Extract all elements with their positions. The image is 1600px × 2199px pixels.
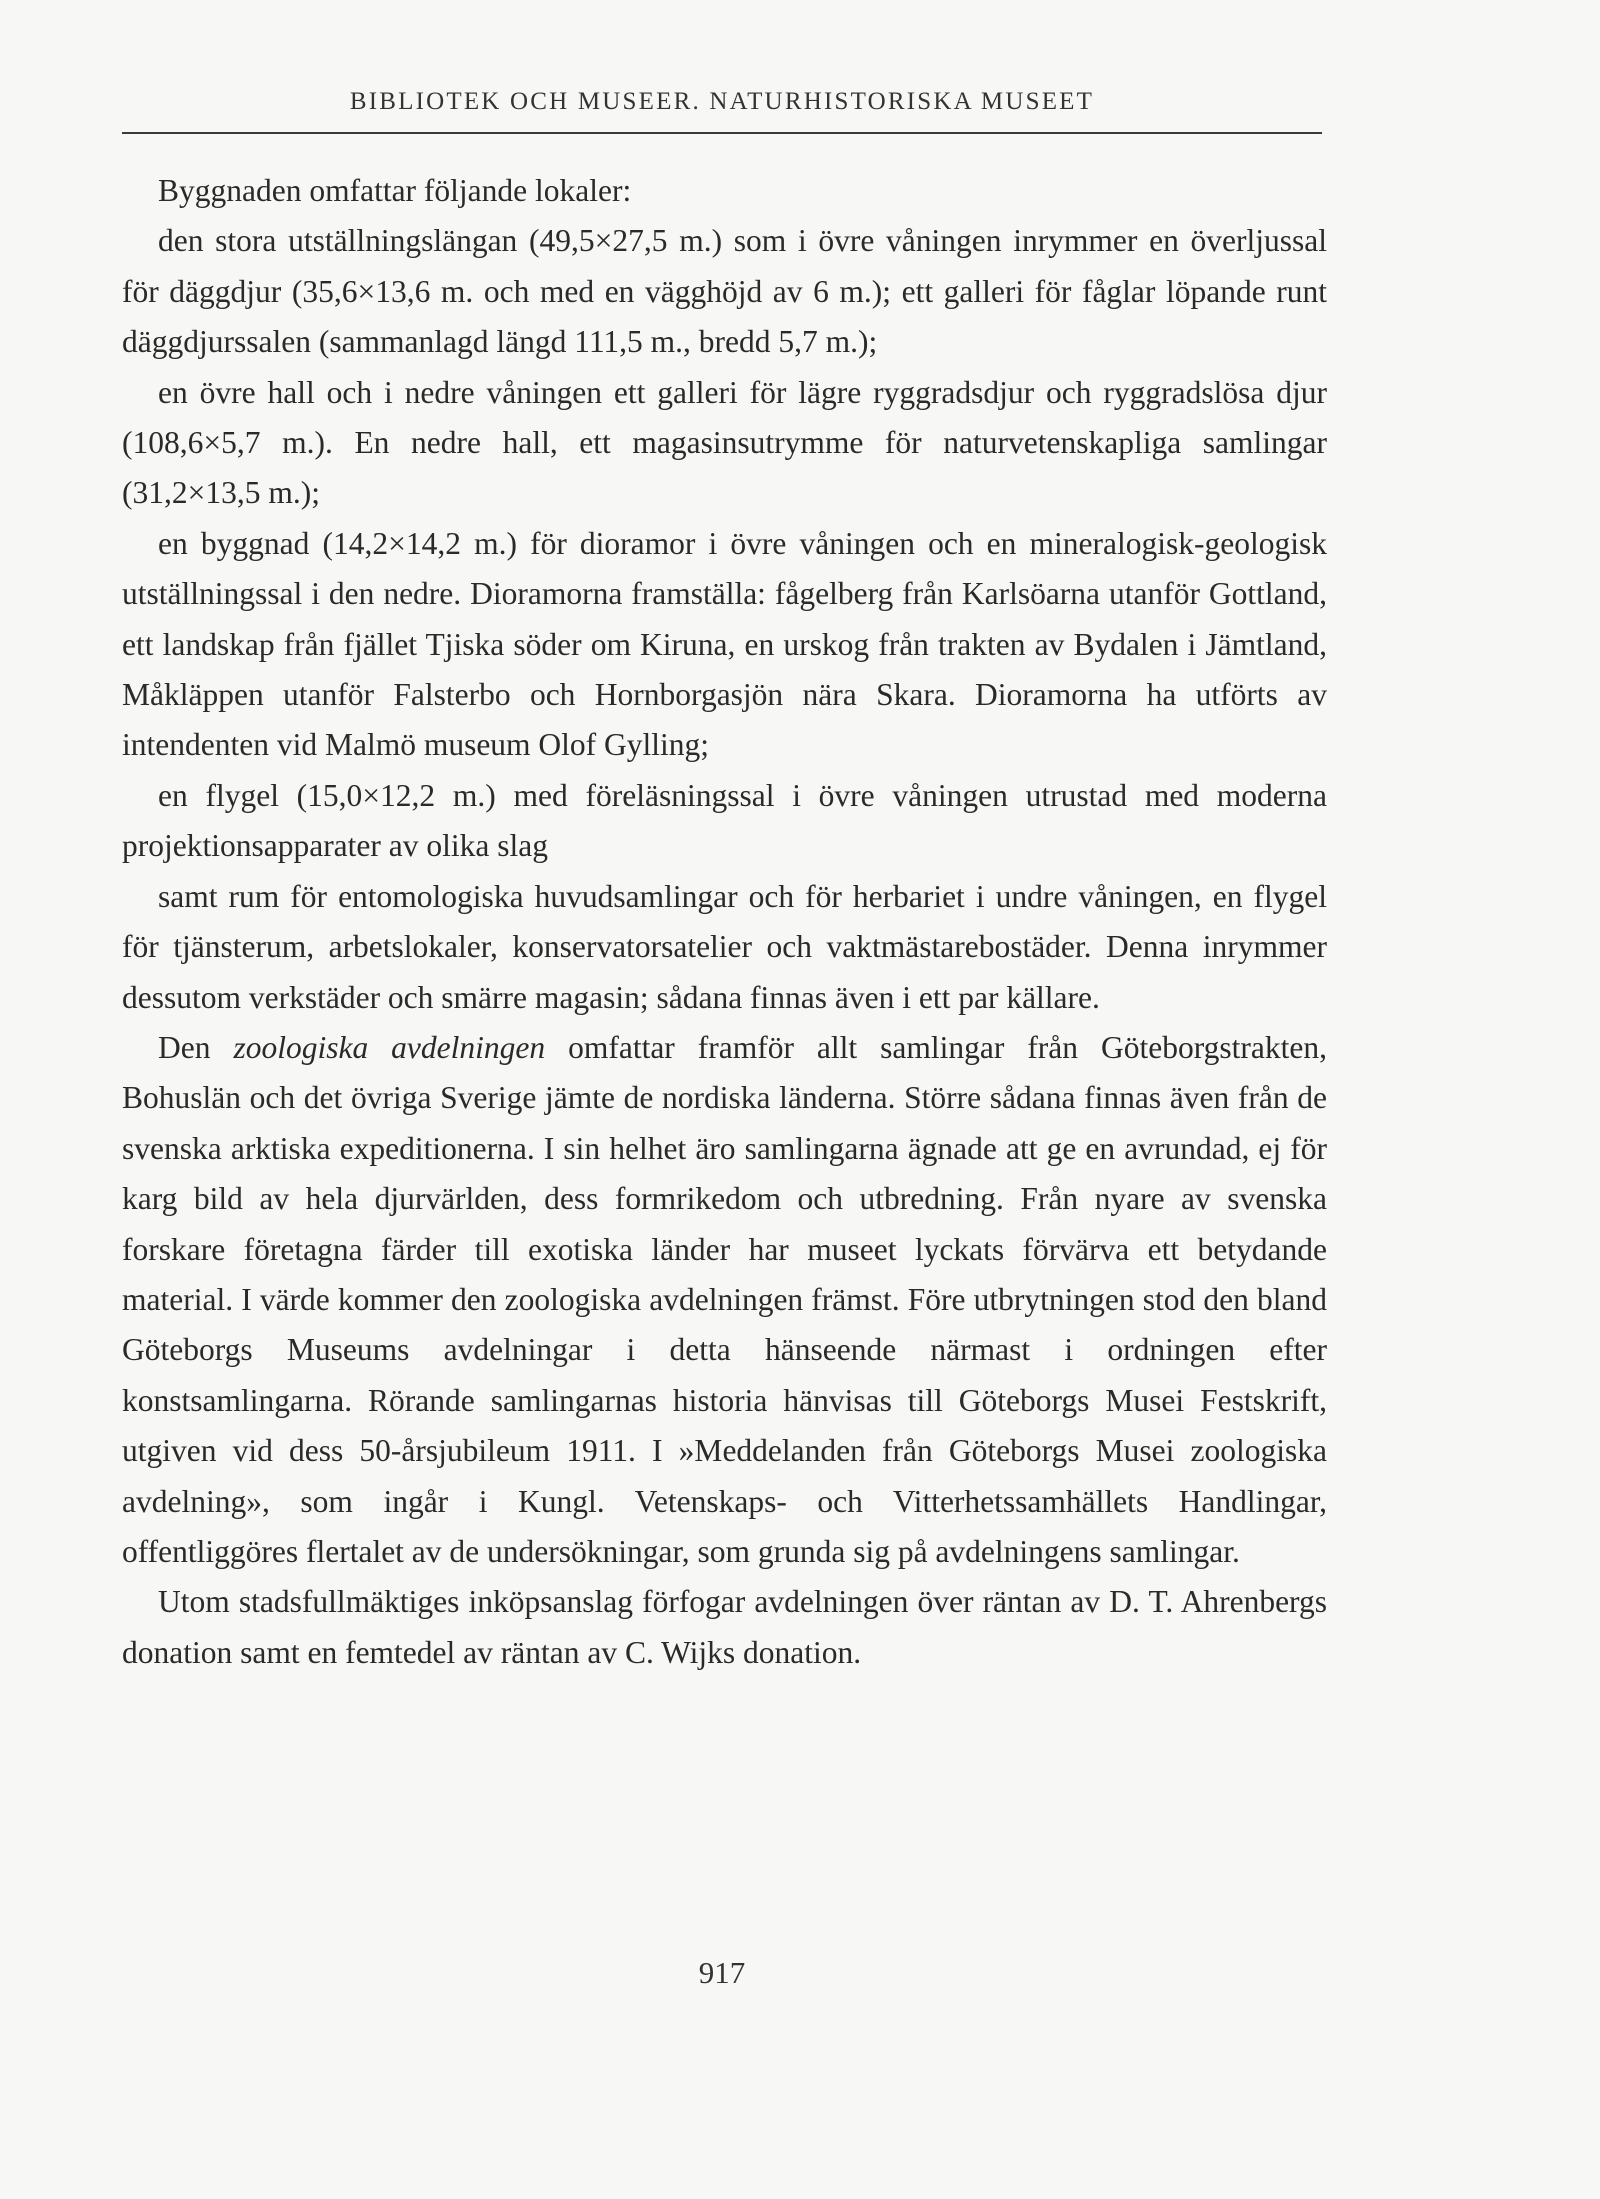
header-rule [122,132,1322,134]
paragraph: den stora utställningslängan (49,5×27,5 m.) som i övre våningen inrymmer en överljussal för däggdjur (35,6×13,6 m. och med en vägghöjd av 6 m.); ett galleri för fåglar löpande runt däggdjurssalen (sammanlagd längd 111,5 m., bredd 5,7 m.); [122,223,1327,360]
page-number: 917 [698,1955,746,1990]
paragraph: Byggnaden omfattar följande lokaler: [158,173,632,208]
paragraph: en byggnad (14,2×14,2 m.) för dioramor i övre våningen och en mineralogisk-geologisk utställningssal i den nedre. Dioramorna framställa: fågelberg från Karlsöarna utanför Gottland, ett landskap från fjället Tjiska söder om Kiruna, en urskog från trakten av Bydalen i Jämtland, Måkläppen utanför Falsterbo och Hornborgasjön nära Skara. Dioramorna ha utförts av intendenten vid Malmö museum Olof Gylling; [122,525,1327,763]
paragraph-zoological [122,1023,1327,1577]
body-text [122,166,1327,1678]
document-page [122,0,1327,2199]
paragraph-lead: Den [158,1029,234,1065]
paragraph: samt rum för entomologiska huvudsamlingar och för herbariet i undre våningen, en flygel för tjänsterum, arbetslokaler, konservatorsatelier och vaktmästarebostäder. Denna inrymmer dessutom verkstäder och smärre magasin; sådana finnas även i ett par källare. [122,878,1327,1015]
running-head: BIBLIOTEK OCH MUSEER. NATURHISTORISKA MUSEET [349,88,1095,115]
paragraph: en flygel (15,0×12,2 m.) med föreläsningssal i övre våningen utrustad med moderna projektionsapparater av olika slag [122,777,1327,864]
paragraph-rest: omfattar framför allt samlingar från Göteborgstrakten, Bohuslän och det övriga Sverige jämte de nordiska länderna. Större sådana finnas även från de svenska arktiska expeditionerna. I sin helhet äro samlingarna ägnade att ge en avrundad, ej för karg bild av hela djurvärlden, dess formrikedom och utbredning. Från nyare av svenska forskare företagna färder till exotiska länder har museet lyckats förvärva ett betydande material. I värde kommer den zoologiska avdelningen främst. Före utbrytningen stod den bland Göteborgs Museums avdelningar i detta hänseende närmast i ordningen efter konstsamlingarna. Rörande samlingarnas historia hänvisas till Göteborgs Musei Festskrift, utgiven vid dess 50-årsjubileum 1911. I »Meddelanden från Göteborgs Musei zoologiska avdelning», som ingår i Kungl. Vetenskaps- och Vitterhetssamhällets Handlingar, offentliggöres flertalet av de undersökningar, som grunda sig på avdelningens samlingar. [122,1029,1327,1569]
section-term: zoologiska avdelningen [233,1029,546,1065]
paragraph: en övre hall och i nedre våningen ett galleri för lägre ryggradsdjur och ryggradslösa djur (108,6×5,7 m.). En nedre hall, ett magasinsutrymme för naturvetenskapliga samlingar (31,2×13,5 m.); [122,374,1327,511]
paragraph: Utom stadsfullmäktiges inköpsanslag förfogar avdelningen över räntan av D. T. Ahrenbergs donation samt en femtedel av räntan av C. Wijks donation. [122,1584,1327,1670]
